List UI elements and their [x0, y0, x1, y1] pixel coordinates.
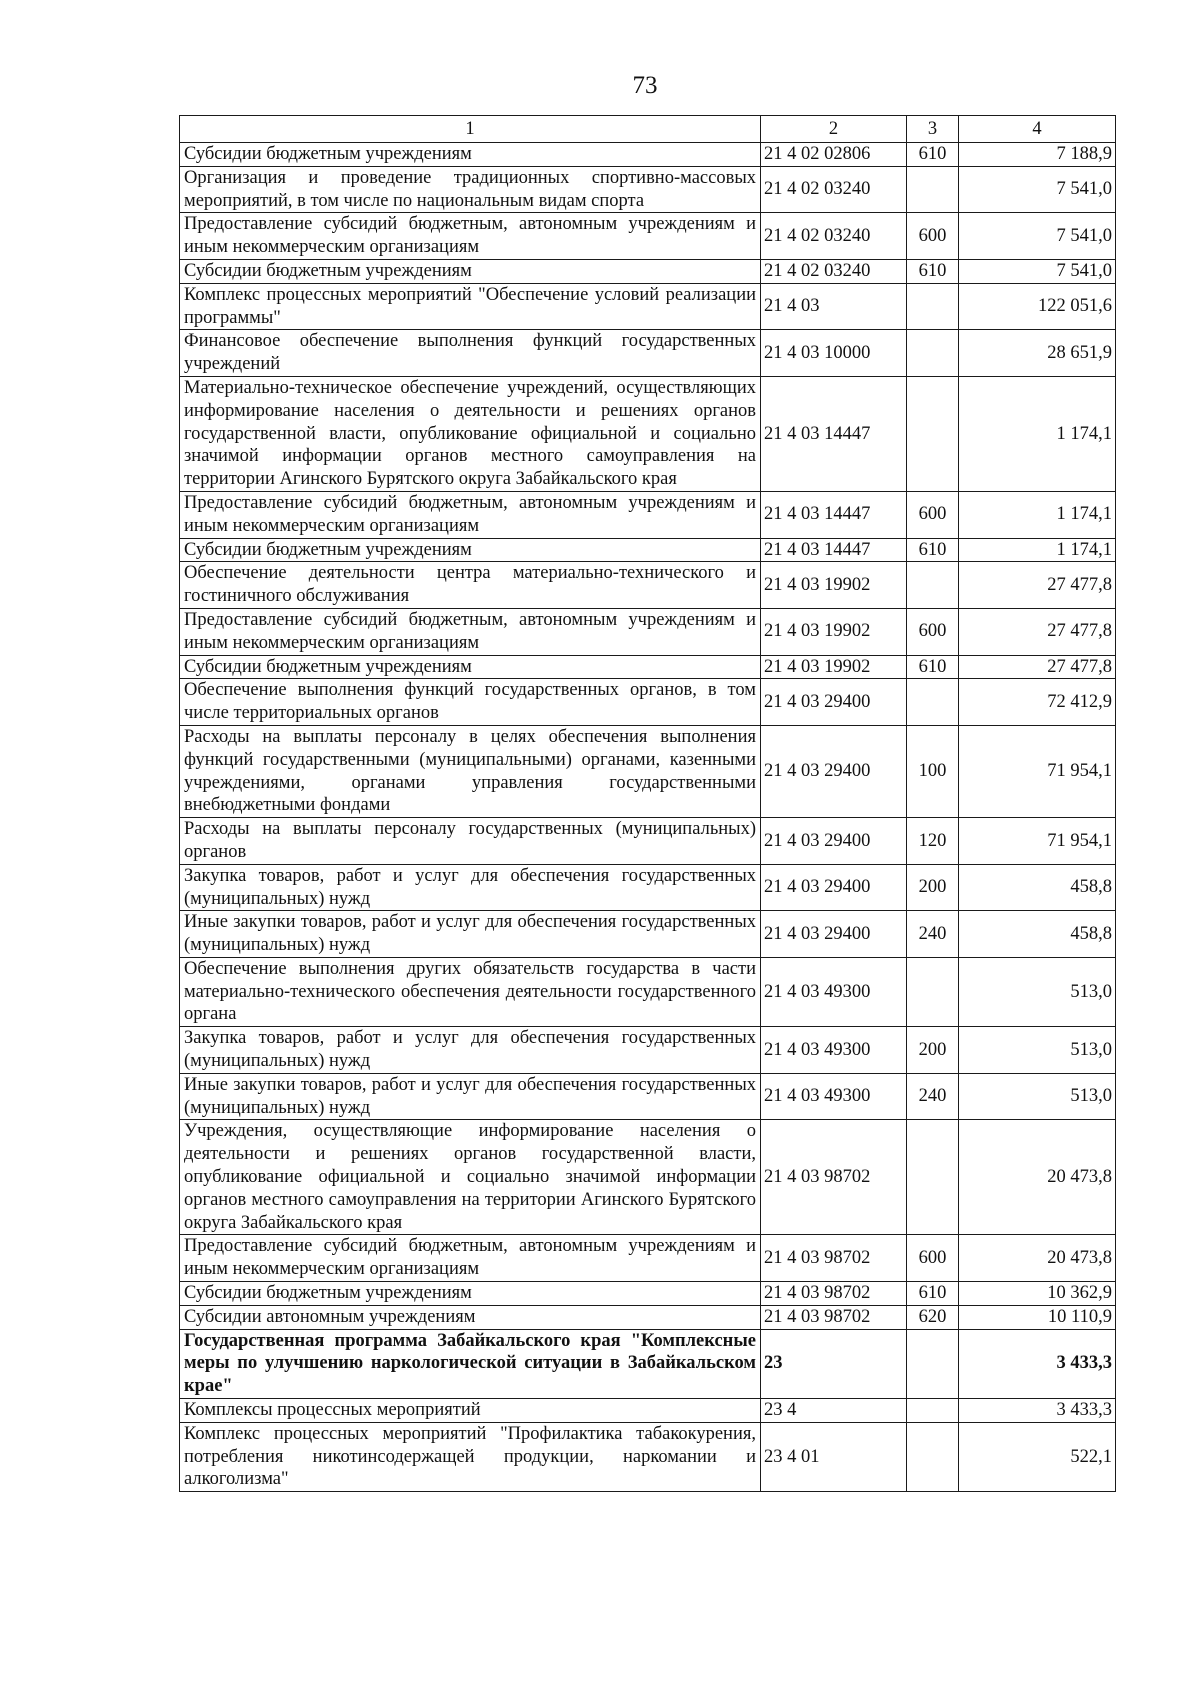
row-amount-cell: 20 473,8 — [959, 1235, 1116, 1282]
table-row — [180, 957, 1116, 1026]
row-code-cell: 21 4 03 49300 — [761, 1027, 907, 1074]
row-code-cell: 23 4 01 — [761, 1422, 907, 1491]
row-code-cell: 21 4 03 98702 — [761, 1120, 907, 1235]
row-name-cell: Предоставление субсидий бюджетным, автономным учреждениям и иным некоммерческим организациям — [180, 213, 761, 260]
table-row — [180, 166, 1116, 213]
table-row — [180, 679, 1116, 726]
row-expense-type-cell: 600 — [907, 213, 959, 260]
row-name-cell: Обеспечение выполнения функций государственных органов, в том числе территориальных органов — [180, 679, 761, 726]
row-amount-cell: 3 433,3 — [959, 1399, 1116, 1423]
row-amount-cell: 20 473,8 — [959, 1120, 1116, 1235]
row-name-cell: Предоставление субсидий бюджетным, автономным учреждениям и иным некоммерческим организациям — [180, 608, 761, 655]
row-code-cell: 21 4 02 03240 — [761, 213, 907, 260]
row-expense-type-cell: 120 — [907, 818, 959, 865]
row-expense-type-cell: 240 — [907, 911, 959, 958]
table-header-row — [180, 116, 1116, 143]
row-code-cell: 21 4 03 14447 — [761, 491, 907, 538]
row-amount-cell: 1 174,1 — [959, 538, 1116, 562]
row-expense-type-cell — [907, 376, 959, 491]
row-code-cell: 21 4 03 29400 — [761, 818, 907, 865]
row-name-cell: Государственная программа Забайкальского края "Комплексные меры по улучшению наркологической ситуации в Забайкальском крае" — [180, 1329, 761, 1398]
row-name-cell: Финансовое обеспечение выполнения функций государственных учреждений — [180, 330, 761, 377]
row-code-cell: 21 4 02 03240 — [761, 166, 907, 213]
table-row — [180, 1422, 1116, 1491]
row-amount-cell: 1 174,1 — [959, 376, 1116, 491]
row-expense-type-cell — [907, 1329, 959, 1398]
row-code-cell: 23 — [761, 1329, 907, 1398]
row-amount-cell: 27 477,8 — [959, 608, 1116, 655]
row-expense-type-cell — [907, 283, 959, 330]
table-row — [180, 283, 1116, 330]
table-row — [180, 1073, 1116, 1120]
row-expense-type-cell — [907, 562, 959, 609]
row-amount-cell: 27 477,8 — [959, 655, 1116, 679]
row-amount-cell: 7 541,0 — [959, 259, 1116, 283]
row-expense-type-cell: 610 — [907, 259, 959, 283]
table-row — [180, 376, 1116, 491]
row-code-cell: 21 4 03 49300 — [761, 957, 907, 1026]
row-name-cell: Субсидии бюджетным учреждениям — [180, 655, 761, 679]
row-name-cell: Иные закупки товаров, работ и услуг для обеспечения государственных (муниципальных) нужд — [180, 1073, 761, 1120]
row-code-cell: 21 4 03 29400 — [761, 679, 907, 726]
table-row — [180, 1305, 1116, 1329]
row-code-cell: 21 4 03 98702 — [761, 1305, 907, 1329]
row-amount-cell: 1 174,1 — [959, 491, 1116, 538]
row-expense-type-cell: 610 — [907, 1282, 959, 1306]
row-expense-type-cell: 620 — [907, 1305, 959, 1329]
table-row — [180, 213, 1116, 260]
table-row — [180, 818, 1116, 865]
table-row — [180, 143, 1116, 167]
row-expense-type-cell: 610 — [907, 655, 959, 679]
row-name-cell: Расходы на выплаты персоналу государственных (муниципальных) органов — [180, 818, 761, 865]
table-row — [180, 1235, 1116, 1282]
row-name-cell: Иные закупки товаров, работ и услуг для обеспечения государственных (муниципальных) нужд — [180, 911, 761, 958]
header-cell-amount: 4 — [959, 116, 1116, 143]
row-name-cell: Материально-техническое обеспечение учреждений, осуществляющих информирование населения о деятельности и решениях органов государственной власти, опубликование официальной и социально значимой информации органов местного самоуправления на территории Агинского Бурятского округа Забайкальского края — [180, 376, 761, 491]
table-row — [180, 1120, 1116, 1235]
table-row — [180, 911, 1116, 958]
row-name-cell: Расходы на выплаты персоналу в целях обеспечения выполнения функций государственными (муниципальными) органами, казенными учреждениями, органами управления государственными внебюджетными фондами — [180, 725, 761, 817]
table-row — [180, 608, 1116, 655]
row-name-cell: Субсидии бюджетным учреждениям — [180, 259, 761, 283]
row-expense-type-cell — [907, 679, 959, 726]
row-expense-type-cell — [907, 166, 959, 213]
row-code-cell: 21 4 03 14447 — [761, 376, 907, 491]
row-expense-type-cell: 600 — [907, 1235, 959, 1282]
row-name-cell: Предоставление субсидий бюджетным, автономным учреждениям и иным некоммерческим организациям — [180, 491, 761, 538]
row-amount-cell: 71 954,1 — [959, 725, 1116, 817]
row-expense-type-cell — [907, 1399, 959, 1423]
row-code-cell: 21 4 03 19902 — [761, 608, 907, 655]
row-name-cell: Обеспечение выполнения других обязательств государства в части материально-технического обеспечения деятельности государственного органа — [180, 957, 761, 1026]
budget-table-body — [180, 116, 1116, 1492]
row-name-cell: Комплекс процессных мероприятий "Обеспечение условий реализации программы" — [180, 283, 761, 330]
table-row — [180, 491, 1116, 538]
row-expense-type-cell: 600 — [907, 491, 959, 538]
row-expense-type-cell: 100 — [907, 725, 959, 817]
row-code-cell: 23 4 — [761, 1399, 907, 1423]
row-amount-cell: 122 051,6 — [959, 283, 1116, 330]
table-row — [180, 655, 1116, 679]
row-expense-type-cell — [907, 1422, 959, 1491]
row-code-cell: 21 4 03 14447 — [761, 538, 907, 562]
row-amount-cell: 522,1 — [959, 1422, 1116, 1491]
row-code-cell: 21 4 03 10000 — [761, 330, 907, 377]
row-name-cell: Субсидии бюджетным учреждениям — [180, 538, 761, 562]
row-amount-cell: 10 110,9 — [959, 1305, 1116, 1329]
table-row — [180, 1282, 1116, 1306]
row-expense-type-cell — [907, 330, 959, 377]
row-code-cell: 21 4 03 19902 — [761, 562, 907, 609]
row-name-cell: Учреждения, осуществляющие информирование населения о деятельности и решениях органов государственной власти, опубликование официальной и социально значимой информации органов местного самоуправления на территории Агинского Бурятского округа Забайкальского края — [180, 1120, 761, 1235]
row-expense-type-cell — [907, 1120, 959, 1235]
table-row — [180, 725, 1116, 817]
row-amount-cell: 513,0 — [959, 1073, 1116, 1120]
table-row — [180, 1399, 1116, 1423]
row-name-cell: Предоставление субсидий бюджетным, автономным учреждениям и иным некоммерческим организациям — [180, 1235, 761, 1282]
table-row — [180, 259, 1116, 283]
row-expense-type-cell: 610 — [907, 538, 959, 562]
header-cell-name: 1 — [180, 116, 761, 143]
row-amount-cell: 7 541,0 — [959, 213, 1116, 260]
row-expense-type-cell: 610 — [907, 143, 959, 167]
row-name-cell: Закупка товаров, работ и услуг для обеспечения государственных (муниципальных) нужд — [180, 864, 761, 911]
row-code-cell: 21 4 03 19902 — [761, 655, 907, 679]
row-name-cell: Субсидии бюджетным учреждениям — [180, 143, 761, 167]
row-amount-cell: 458,8 — [959, 911, 1116, 958]
row-code-cell: 21 4 03 29400 — [761, 911, 907, 958]
row-expense-type-cell — [907, 957, 959, 1026]
row-amount-cell: 3 433,3 — [959, 1329, 1116, 1398]
row-amount-cell: 513,0 — [959, 957, 1116, 1026]
table-row — [180, 538, 1116, 562]
row-name-cell: Субсидии бюджетным учреждениям — [180, 1282, 761, 1306]
row-amount-cell: 71 954,1 — [959, 818, 1116, 865]
header-cell-type: 3 — [907, 116, 959, 143]
table-row — [180, 864, 1116, 911]
page-number: 73 — [632, 72, 658, 99]
row-expense-type-cell: 600 — [907, 608, 959, 655]
budget-table — [179, 115, 1116, 1492]
row-code-cell: 21 4 02 03240 — [761, 259, 907, 283]
row-code-cell: 21 4 03 49300 — [761, 1073, 907, 1120]
row-code-cell: 21 4 03 — [761, 283, 907, 330]
row-name-cell: Комплекс процессных мероприятий "Профилактика табакокурения, потребления никотинсодержащей продукции, наркомании и алкоголизма" — [180, 1422, 761, 1491]
row-amount-cell: 7 541,0 — [959, 166, 1116, 213]
row-expense-type-cell: 240 — [907, 1073, 959, 1120]
row-amount-cell: 513,0 — [959, 1027, 1116, 1074]
table-row — [180, 1027, 1116, 1074]
row-amount-cell: 10 362,9 — [959, 1282, 1116, 1306]
row-amount-cell: 28 651,9 — [959, 330, 1116, 377]
row-code-cell: 21 4 03 29400 — [761, 725, 907, 817]
row-name-cell: Комплексы процессных мероприятий — [180, 1399, 761, 1423]
row-amount-cell: 27 477,8 — [959, 562, 1116, 609]
table-row — [180, 330, 1116, 377]
row-code-cell: 21 4 02 02806 — [761, 143, 907, 167]
row-code-cell: 21 4 03 29400 — [761, 864, 907, 911]
row-amount-cell: 458,8 — [959, 864, 1116, 911]
row-name-cell: Организация и проведение традиционных спортивно-массовых мероприятий, в том числе по национальным видам спорта — [180, 166, 761, 213]
row-name-cell: Обеспечение деятельности центра материально-технического и гостиничного обслуживания — [180, 562, 761, 609]
row-expense-type-cell: 200 — [907, 864, 959, 911]
row-code-cell: 21 4 03 98702 — [761, 1235, 907, 1282]
row-amount-cell: 7 188,9 — [959, 143, 1116, 167]
row-code-cell: 21 4 03 98702 — [761, 1282, 907, 1306]
row-amount-cell: 72 412,9 — [959, 679, 1116, 726]
row-name-cell: Закупка товаров, работ и услуг для обеспечения государственных (муниципальных) нужд — [180, 1027, 761, 1074]
row-expense-type-cell: 200 — [907, 1027, 959, 1074]
row-name-cell: Субсидии автономным учреждениям — [180, 1305, 761, 1329]
table-row — [180, 562, 1116, 609]
header-cell-code: 2 — [761, 116, 907, 143]
table-row — [180, 1329, 1116, 1398]
